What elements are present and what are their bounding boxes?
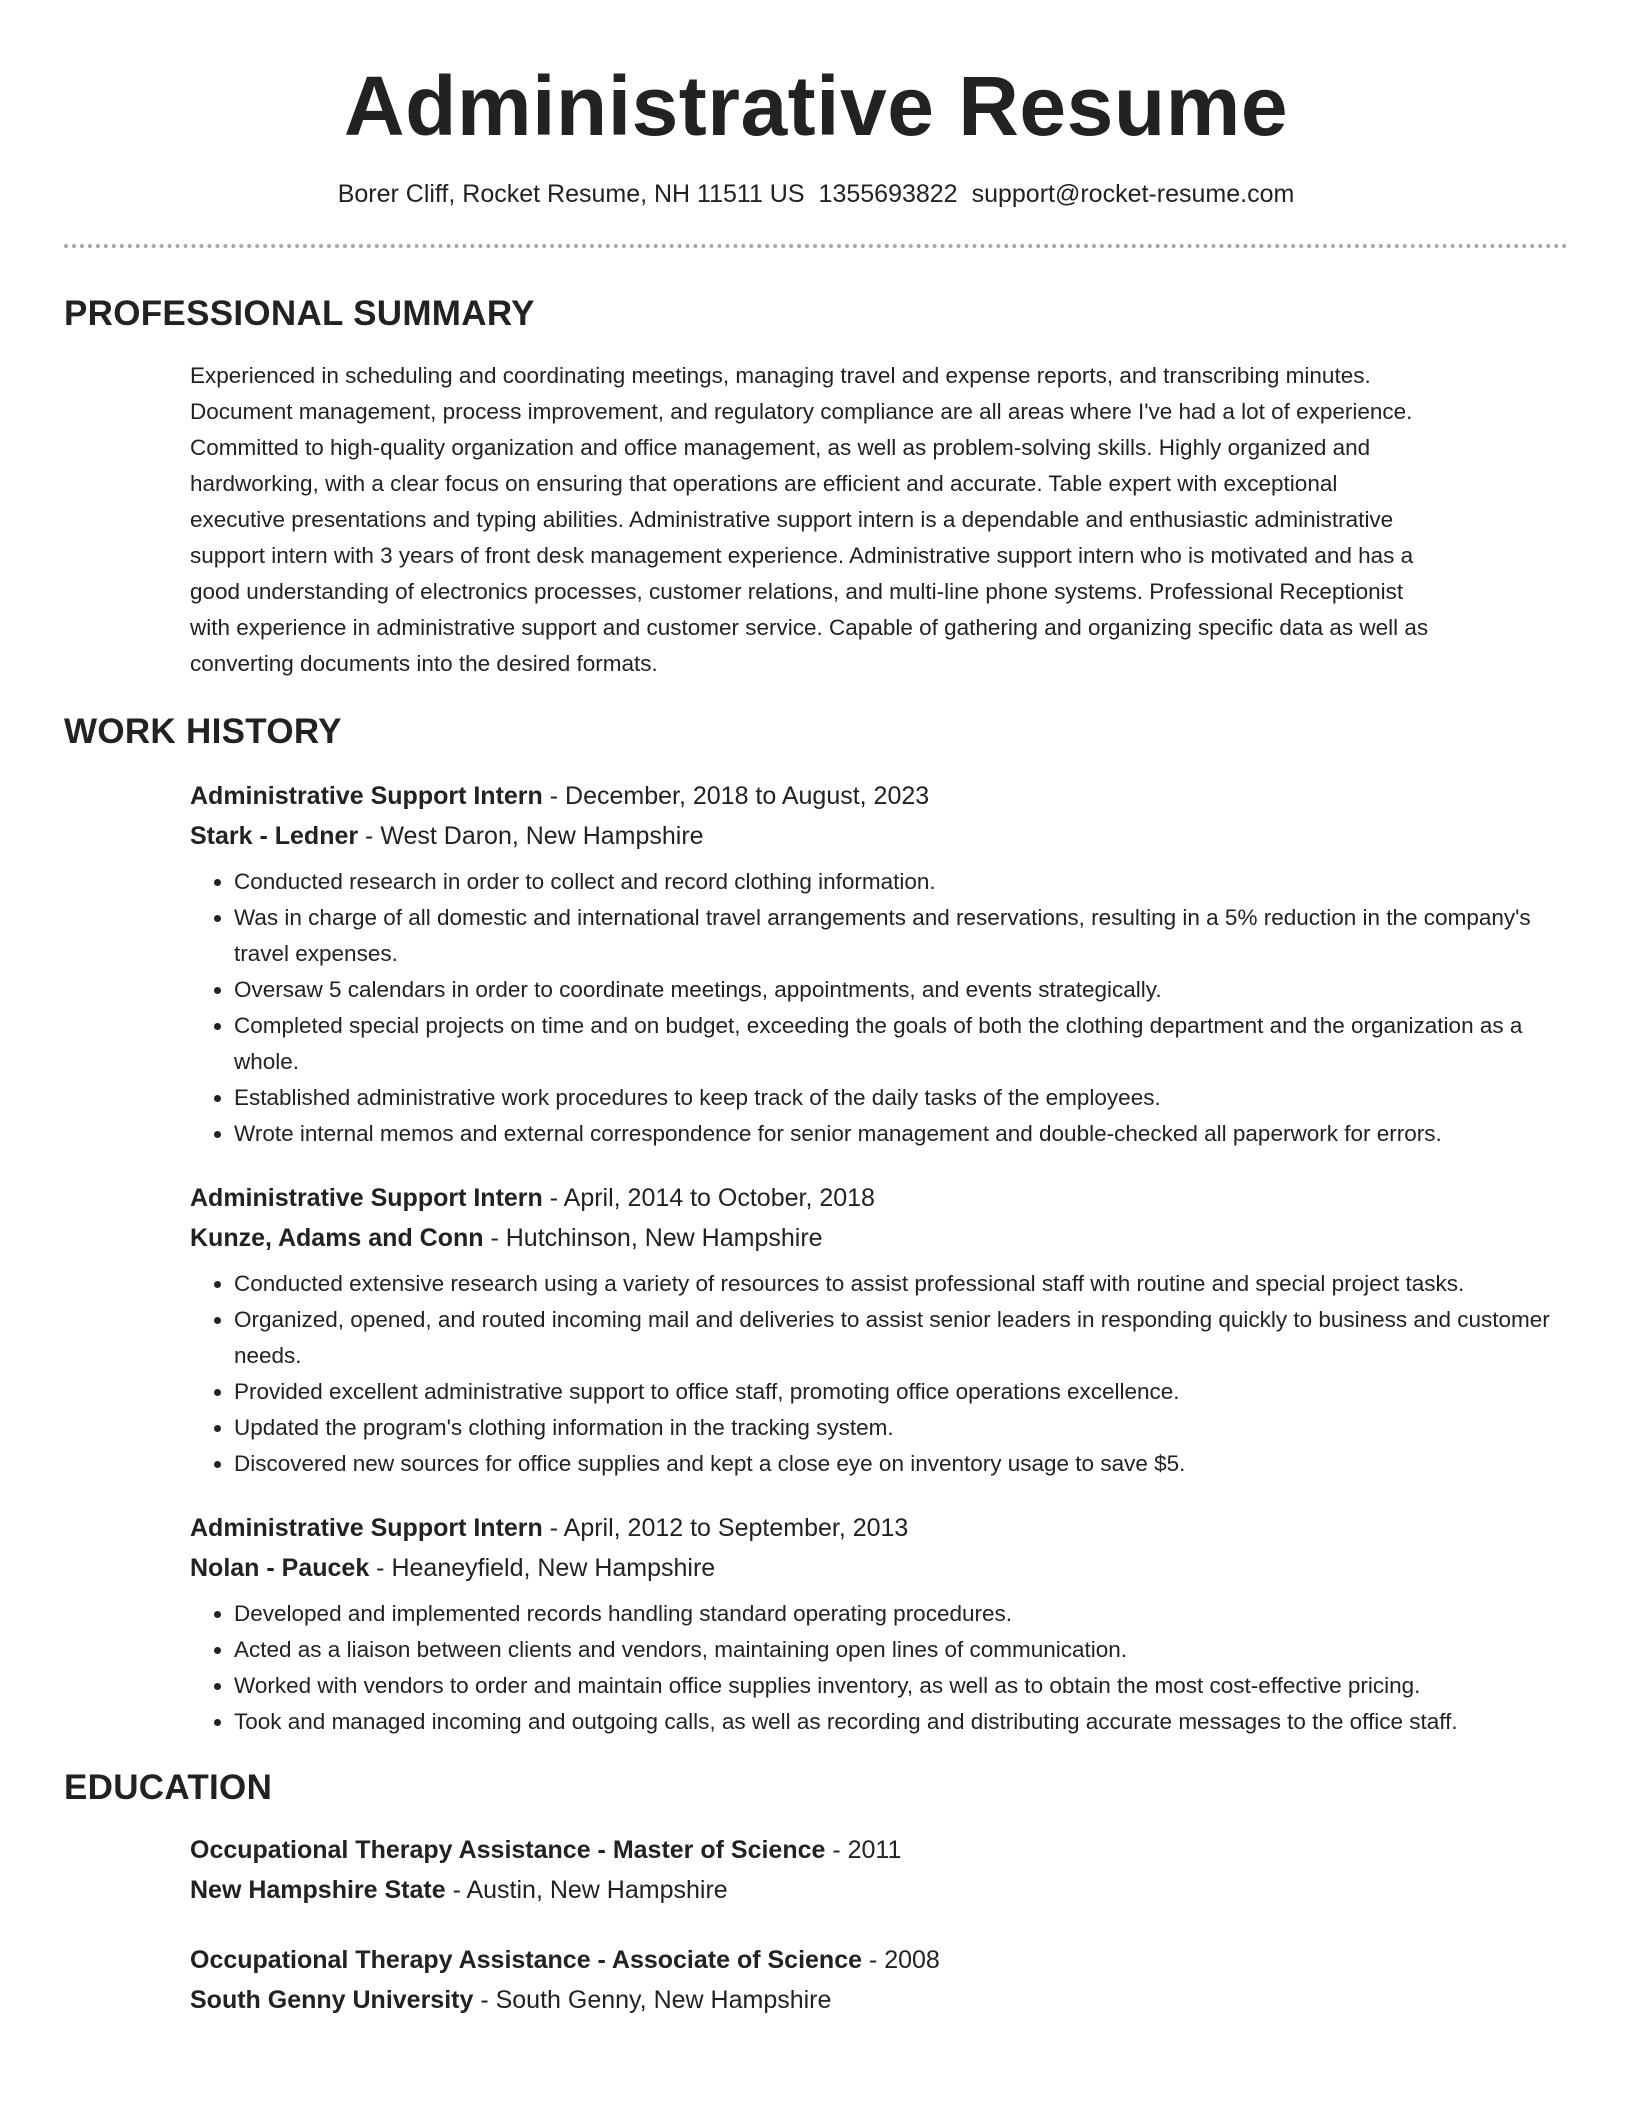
education-entry: [190, 1830, 1568, 1910]
education-year: - 2008: [862, 1946, 940, 1974]
summary-line: Experienced in scheduling and coordinating meetings, managing travel and expense reports, and transcribing minutes.: [190, 363, 1371, 388]
section-title-work-history: WORK HISTORY: [64, 712, 342, 751]
job-company: Nolan - Paucek: [190, 1554, 370, 1582]
job-bullet: • Provided excellent administrative support to office staff, promoting office operations excellence.: [234, 1374, 1568, 1410]
job-role-line: [190, 776, 1568, 816]
education-degree-line: [190, 1830, 1568, 1870]
job-bullets: [190, 1596, 1568, 1740]
summary-line: executive presentations and typing abilities. Administrative support intern is a dependable and enthusiastic administrative: [190, 507, 1394, 532]
summary-line: support intern with 3 years of front desk management experience. Administrative support intern who is motivated and has a: [190, 543, 1414, 568]
education-school: New Hampshire State: [190, 1876, 446, 1904]
resume-page: [64, 0, 1568, 2020]
education-school: South Genny University: [190, 1986, 474, 2014]
contact-line: [64, 178, 1568, 210]
summary-text: [190, 358, 1568, 682]
job-company: Kunze, Adams and Conn: [190, 1224, 484, 1252]
job-dates: - April, 2014 to October, 2018: [542, 1184, 875, 1212]
job-role: Administrative Support Intern: [190, 782, 543, 810]
job-bullet: • Organized, opened, and routed incoming mail and deliveries to assist senior leaders in responding quickly to business and customer needs.: [234, 1302, 1568, 1374]
education-location: - South Genny, New Hampshire: [473, 1986, 832, 2014]
job-bullet: • Wrote internal memos and external correspondence for senior management and double-checked all paperwork for errors.: [234, 1116, 1568, 1152]
contact-phone: 1355693822: [818, 180, 958, 208]
section-title-education: EDUCATION: [64, 1768, 273, 1807]
job-bullet: • Oversaw 5 calendars in order to coordinate meetings, appointments, and events strategically.: [234, 972, 1568, 1008]
job-bullets: [190, 1266, 1568, 1482]
job-location: - Heaneyfield, New Hampshire: [369, 1554, 716, 1582]
job-role-line: [190, 1178, 1568, 1218]
summary-line: hardworking, with a clear focus on ensuring that operations are efficient and accurate. Table expert with exceptional: [190, 471, 1338, 496]
job-entry: [190, 1178, 1568, 1482]
job-bullet: • Acted as a liaison between clients and vendors, maintaining open lines of communication.: [234, 1632, 1568, 1668]
job-dates: - December, 2018 to August, 2023: [542, 782, 930, 810]
job-role-line: [190, 1508, 1568, 1548]
resume-title: Administrative Resume: [343, 59, 1289, 153]
job-bullet: • Established administrative work procedures to keep track of the daily tasks of the employees.: [234, 1080, 1568, 1116]
job-bullet: • Conducted extensive research using a variety of resources to assist professional staff with routine and special project tasks.: [234, 1266, 1568, 1302]
summary-line: with experience in administrative support and customer service. Capable of gathering and organizing specific data as well as: [190, 615, 1429, 640]
job-bullet: • Was in charge of all domestic and international travel arrangements and reservations, resulting in a 5% reduction in the company's travel expenses.: [234, 900, 1568, 972]
education-school-line: [190, 1870, 1568, 1910]
education-school-line: [190, 1980, 1568, 2020]
job-location: - Hutchinson, New Hampshire: [483, 1224, 823, 1252]
job-role: Administrative Support Intern: [190, 1184, 543, 1212]
section-title-summary: PROFESSIONAL SUMMARY: [64, 294, 535, 333]
education-degree: Occupational Therapy Assistance - Associate of Science: [190, 1946, 862, 1974]
summary-line: Document management, process improvement, and regulatory compliance are all areas where I've had a lot of experience.: [190, 399, 1413, 424]
job-company-line: [190, 1218, 1568, 1258]
education-degree: Occupational Therapy Assistance - Master of Science: [190, 1836, 826, 1864]
job-bullet: • Completed special projects on time and on budget, exceeding the goals of both the clothing department and the organization as a whole.: [234, 1008, 1568, 1080]
job-bullets: [190, 864, 1568, 1152]
job-entry: [190, 776, 1568, 1152]
summary-line: good understanding of electronics processes, customer relations, and multi-line phone systems. Professional Receptionist: [190, 579, 1404, 604]
contact-address: Borer Cliff, Rocket Resume, NH 11511 US: [337, 180, 805, 208]
education-entry: [190, 1940, 1568, 2020]
job-bullet: • Discovered new sources for office supplies and kept a close eye on inventory usage to save $5.: [234, 1446, 1568, 1482]
job-bullet: • Conducted research in order to collect and record clothing information.: [234, 864, 1568, 900]
education-location: - Austin, New Hampshire: [445, 1876, 728, 1904]
header-divider: [64, 244, 1568, 248]
education-degree-line: [190, 1940, 1568, 1980]
job-company-line: [190, 1548, 1568, 1588]
job-company: Stark - Ledner: [190, 822, 359, 850]
job-dates: - April, 2012 to September, 2013: [542, 1514, 909, 1542]
education-year: - 2011: [825, 1836, 902, 1864]
job-company-line: [190, 816, 1568, 856]
job-entry: [190, 1508, 1568, 1740]
summary-line: converting documents into the desired formats.: [190, 651, 658, 676]
summary-line: Committed to high-quality organization and office management, as well as problem-solving skills. Highly organized and: [190, 435, 1371, 460]
job-bullet: • Took and managed incoming and outgoing calls, as well as recording and distributing accurate messages to the office staff.: [234, 1704, 1568, 1740]
job-bullet: • Updated the program's clothing information in the tracking system.: [234, 1410, 1568, 1446]
job-location: - West Daron, New Hampshire: [358, 822, 704, 850]
job-bullet: • Developed and implemented records handling standard operating procedures.: [234, 1596, 1568, 1632]
job-bullet: • Worked with vendors to order and maintain office supplies inventory, as well as to obtain the most cost-effective pricing.: [234, 1668, 1568, 1704]
contact-email: support@rocket-resume.com: [971, 180, 1295, 208]
job-role: Administrative Support Intern: [190, 1514, 543, 1542]
